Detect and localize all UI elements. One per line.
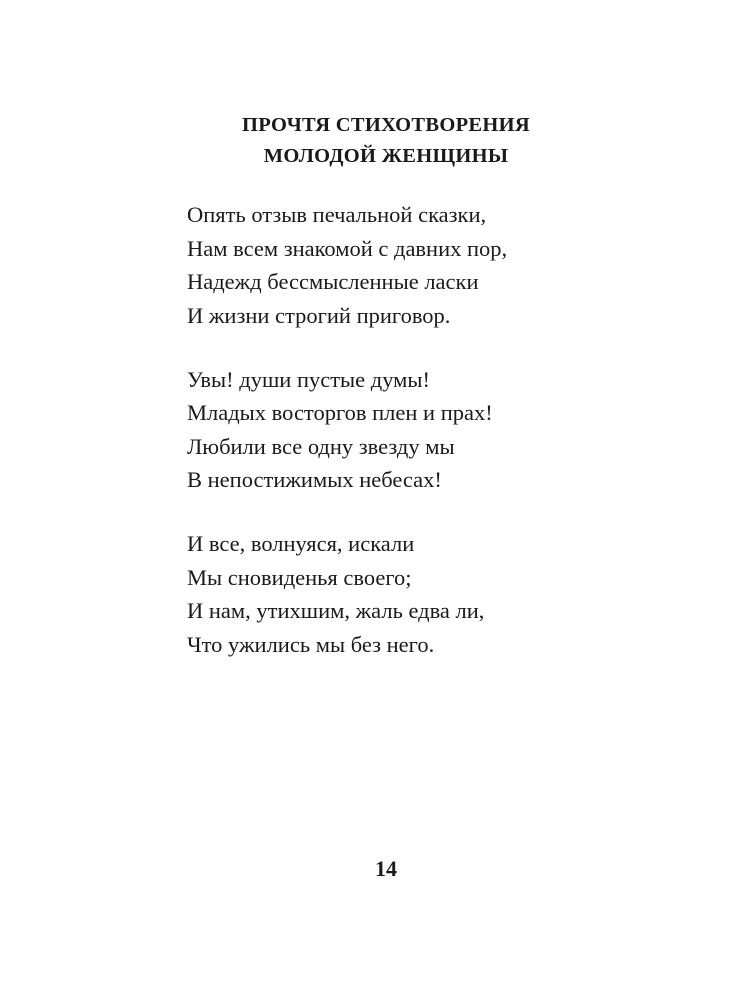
verse-line: Младых восторгов плен и прах! — [187, 400, 493, 425]
stanza-3 — [187, 527, 507, 661]
verse-line: Увы! души пустые думы! — [187, 366, 431, 392]
verse-line: В непостижимых небесах! — [187, 467, 442, 492]
stanza-2 — [187, 363, 507, 497]
poem-title-line: ПРОЧТЯ СТИХОТВОРЕНИЯ — [242, 114, 530, 136]
verse-line: И все, волнуяся, искали — [187, 531, 415, 556]
verse-line: Опять отзыв печальной сказки, — [187, 202, 487, 227]
verse-line: И жизни строгий приговор. — [187, 302, 451, 328]
stanza-1 — [187, 198, 507, 332]
verse-line: Надежд бессмысленные ласки — [187, 269, 479, 294]
verse-line: Любили все одну звезду мы — [187, 433, 455, 459]
poem-body — [187, 198, 507, 692]
page-number: 14 — [375, 856, 397, 881]
poem-title — [0, 110, 734, 172]
poem-title-line: МОЛОДОЙ ЖЕНЩИНЫ — [263, 145, 509, 167]
verse-line: Что ужились мы без него. — [187, 631, 435, 657]
verse-line: Нам всем знакомой с давних пор, — [187, 235, 508, 261]
verse-line: Мы сновиденья своего; — [187, 564, 412, 590]
verse-line: И нам, утихшим, жаль едва ли, — [187, 598, 485, 623]
